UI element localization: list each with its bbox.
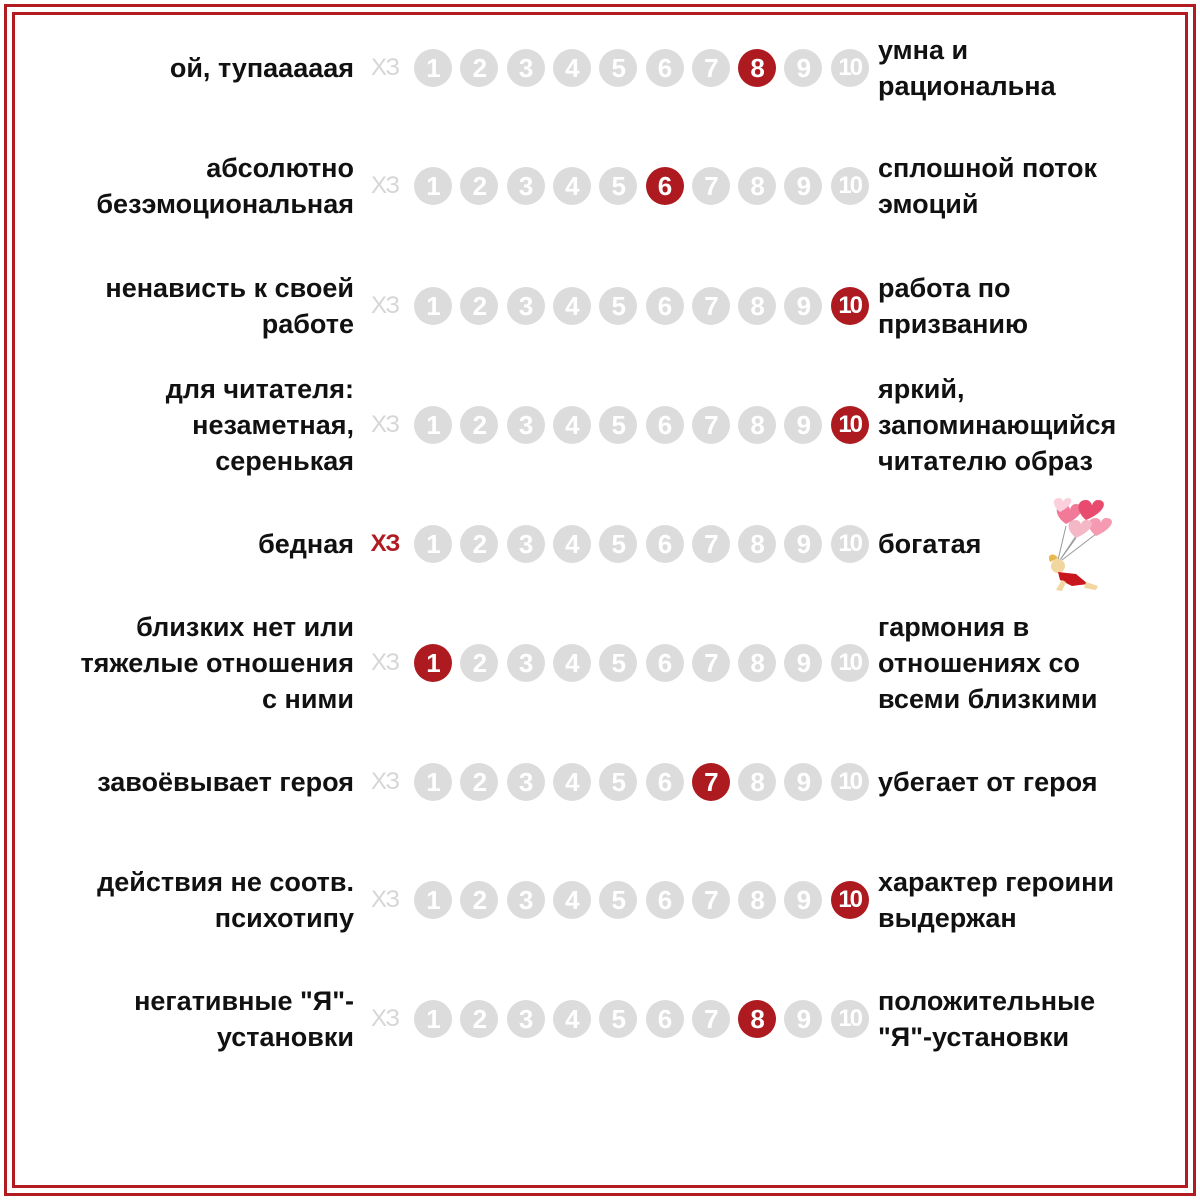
score-circle-5: 5 [599, 644, 637, 682]
score-circle-7: 7 [692, 525, 730, 563]
balloons-icon [1036, 494, 1120, 598]
score-circle-10: 10 [831, 525, 869, 563]
score-circle-6: 6 [646, 881, 684, 919]
score-circle-1: 1 [414, 881, 452, 919]
left-pole-label: негативные "Я"- установки [134, 986, 354, 1052]
score-circle-10: 10 [831, 49, 869, 87]
score-circle-9: 9 [784, 49, 822, 87]
score-circle-4: 4 [553, 525, 591, 563]
score-circle-4: 4 [553, 644, 591, 682]
score-circle-7: 7 [692, 406, 730, 444]
score-circle-6: 6 [646, 1000, 684, 1038]
score-circle-5: 5 [599, 881, 637, 919]
score-circle-4: 4 [553, 1000, 591, 1038]
score-circle-2: 2 [460, 49, 498, 87]
right-pole-label: убегает от героя [878, 767, 1098, 797]
score-circle-4: 4 [553, 881, 591, 919]
score-circle-6: 6 [646, 49, 684, 87]
score-circle-6: 6 [646, 167, 684, 205]
score-circle-9: 9 [784, 763, 822, 801]
score-circle-8: 8 [738, 881, 776, 919]
score-circle-8: 8 [738, 763, 776, 801]
right-pole-label: гармония в отношениях со всеми близкими [878, 612, 1098, 714]
score-circle-10: 10 [831, 644, 869, 682]
score-circle-3: 3 [507, 49, 545, 87]
dont-know-option: ХЗ [371, 54, 399, 81]
score-circle-2: 2 [460, 644, 498, 682]
left-pole-label: действия не соотв. психотипу [97, 867, 354, 933]
score-circle-6: 6 [646, 406, 684, 444]
score-circle-8: 8 [738, 287, 776, 325]
score-circle-5: 5 [599, 1000, 637, 1038]
dont-know-option: ХЗ [371, 1005, 399, 1032]
left-pole-label: ой, тупааааая [169, 53, 354, 83]
dont-know-option: ХЗ [371, 411, 399, 438]
score-circle-3: 3 [507, 881, 545, 919]
score-circle-5: 5 [599, 525, 637, 563]
score-circle-3: 3 [507, 644, 545, 682]
left-pole-label: завоёвывает героя [97, 767, 354, 797]
score-circle-7: 7 [692, 763, 730, 801]
score-circle-3: 3 [507, 287, 545, 325]
dont-know-option: ХЗ [371, 649, 399, 676]
score-circle-3: 3 [507, 167, 545, 205]
score-circle-4: 4 [553, 287, 591, 325]
score-circle-2: 2 [460, 406, 498, 444]
score-circle-1: 1 [414, 1000, 452, 1038]
score-circle-7: 7 [692, 167, 730, 205]
score-circle-8: 8 [738, 167, 776, 205]
score-circle-6: 6 [646, 287, 684, 325]
score-circle-1: 1 [414, 167, 452, 205]
right-pole-label: яркий, запоминающийся читателю образ [878, 374, 1117, 476]
score-circle-5: 5 [599, 763, 637, 801]
score-circle-2: 2 [460, 525, 498, 563]
score-circle-10: 10 [831, 406, 869, 444]
score-circle-4: 4 [553, 49, 591, 87]
score-circle-8: 8 [738, 406, 776, 444]
score-circle-2: 2 [460, 287, 498, 325]
dont-know-option: ХЗ [371, 292, 399, 319]
score-circle-9: 9 [784, 1000, 822, 1038]
right-pole-label: сплошной поток эмоций [878, 153, 1098, 219]
score-circle-3: 3 [507, 763, 545, 801]
right-pole-label: характер героини выдержан [878, 867, 1115, 933]
score-circle-10: 10 [831, 167, 869, 205]
score-circle-10: 10 [831, 287, 869, 325]
score-circle-3: 3 [507, 525, 545, 563]
score-circle-4: 4 [553, 406, 591, 444]
score-circle-9: 9 [784, 881, 822, 919]
dont-know-option: ХЗ [371, 172, 399, 199]
dont-know-option: ХЗ [371, 886, 399, 913]
score-circle-7: 7 [692, 881, 730, 919]
right-pole-label: умна и рациональна [878, 35, 1056, 101]
score-circle-7: 7 [692, 287, 730, 325]
score-circle-9: 9 [784, 167, 822, 205]
score-circle-2: 2 [460, 881, 498, 919]
score-circle-3: 3 [507, 1000, 545, 1038]
score-circle-6: 6 [646, 525, 684, 563]
score-circle-7: 7 [692, 1000, 730, 1038]
score-circle-9: 9 [784, 287, 822, 325]
score-circle-9: 9 [784, 525, 822, 563]
score-circle-4: 4 [553, 167, 591, 205]
score-circle-10: 10 [831, 763, 869, 801]
score-circle-9: 9 [784, 406, 822, 444]
left-pole-label: близких нет или тяжелые отношения с ними [80, 612, 354, 714]
score-circle-1: 1 [414, 49, 452, 87]
left-pole-label: бедная [258, 529, 354, 559]
dont-know-option: ХЗ [371, 768, 399, 795]
score-circle-2: 2 [460, 763, 498, 801]
score-circle-8: 8 [738, 644, 776, 682]
score-circle-8: 8 [738, 525, 776, 563]
left-pole-label: для читателя: незаметная, серенькая [165, 374, 354, 476]
score-circle-5: 5 [599, 406, 637, 444]
score-circle-8: 8 [738, 49, 776, 87]
score-circle-2: 2 [460, 1000, 498, 1038]
score-circle-10: 10 [831, 1000, 869, 1038]
score-circle-1: 1 [414, 525, 452, 563]
score-circle-5: 5 [599, 287, 637, 325]
score-circle-5: 5 [599, 49, 637, 87]
left-pole-label: ненависть к своей работе [105, 273, 354, 339]
right-pole-label: работа по призванию [878, 273, 1029, 339]
score-circle-1: 1 [414, 763, 452, 801]
score-circle-4: 4 [553, 763, 591, 801]
score-circle-1: 1 [414, 406, 452, 444]
score-circle-5: 5 [599, 167, 637, 205]
score-circle-8: 8 [738, 1000, 776, 1038]
score-circle-6: 6 [646, 644, 684, 682]
right-pole-label: богатая [878, 529, 982, 559]
score-circle-1: 1 [414, 287, 452, 325]
score-circle-2: 2 [460, 167, 498, 205]
left-pole-label: абсолютно безэмоциональная [96, 153, 354, 219]
score-circle-10: 10 [831, 881, 869, 919]
score-circle-7: 7 [692, 644, 730, 682]
score-circle-3: 3 [507, 406, 545, 444]
score-circle-7: 7 [692, 49, 730, 87]
score-circle-9: 9 [784, 644, 822, 682]
dont-know-option: ХЗ [370, 530, 400, 557]
score-circle-6: 6 [646, 763, 684, 801]
right-pole-label: положительные "Я"-установки [878, 986, 1096, 1052]
score-circle-1: 1 [414, 644, 452, 682]
